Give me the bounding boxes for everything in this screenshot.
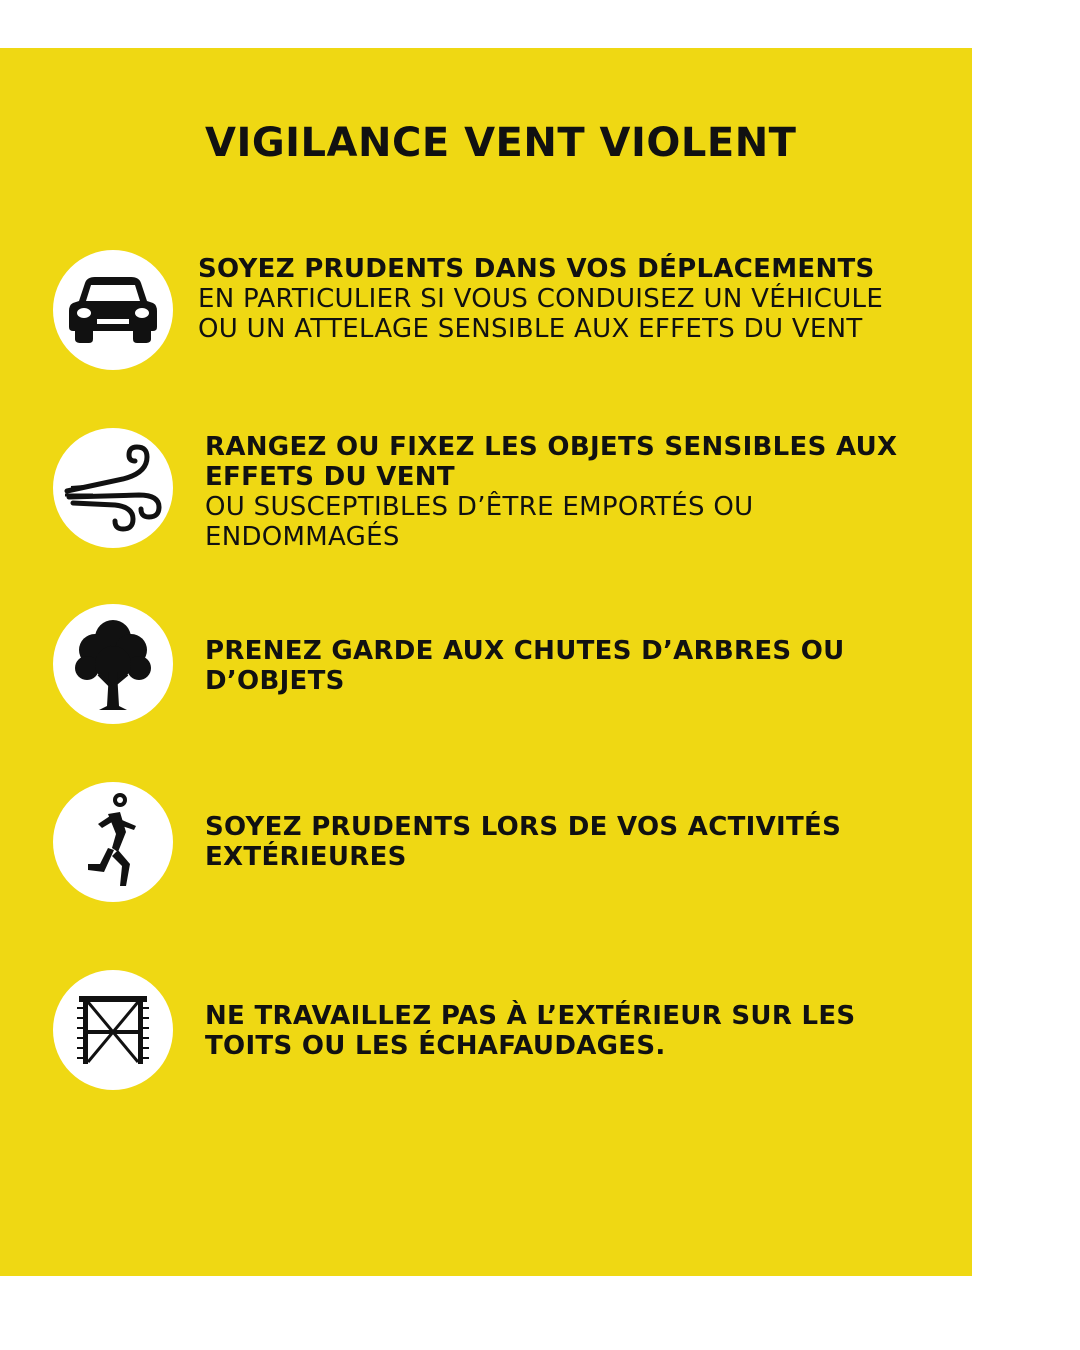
- icon-circle: [53, 782, 173, 902]
- car-icon: [67, 275, 159, 345]
- advice-bold-text: PRENEZ GARDE AUX CHUTES D’ARBRES OU D’OBJETS: [205, 636, 845, 696]
- advice-bold-text: NE TRAVAILLEZ PAS À L’EXTÉRIEUR SUR LES TOITS OU LES ÉCHAFAUDAGES.: [205, 1001, 856, 1061]
- runner-icon: [78, 792, 148, 892]
- icon-circle: [53, 970, 173, 1090]
- wind-icon: [63, 443, 163, 533]
- advice-bold-text: SOYEZ PRUDENTS DANS VOS DÉPLACEMENTS: [198, 254, 875, 284]
- page-title: VIGILANCE VENT VIOLENT: [205, 120, 797, 166]
- advice-detail-text: EN PARTICULIER SI VOUS CONDUISEZ UN VÉHICULE OU UN ATTELAGE SENSIBLE AUX EFFETS DU VENT: [198, 284, 884, 344]
- icon-circle: [53, 250, 173, 370]
- advice-bold-text: RANGEZ OU FIXEZ LES OBJETS SENSIBLES AUX EFFETS DU VENT: [205, 432, 898, 492]
- advice-bold-text: SOYEZ PRUDENTS LORS DE VOS ACTIVITÉS EXTÉRIEURES: [205, 812, 842, 872]
- advice-detail-text: OU SUSCEPTIBLES D’ÊTRE EMPORTÉS OU ENDOMMAGÉS: [205, 492, 754, 552]
- tree-icon: [73, 616, 153, 712]
- icon-circle: [53, 428, 173, 548]
- scaffolding-icon: [77, 994, 149, 1066]
- icon-circle: [53, 604, 173, 724]
